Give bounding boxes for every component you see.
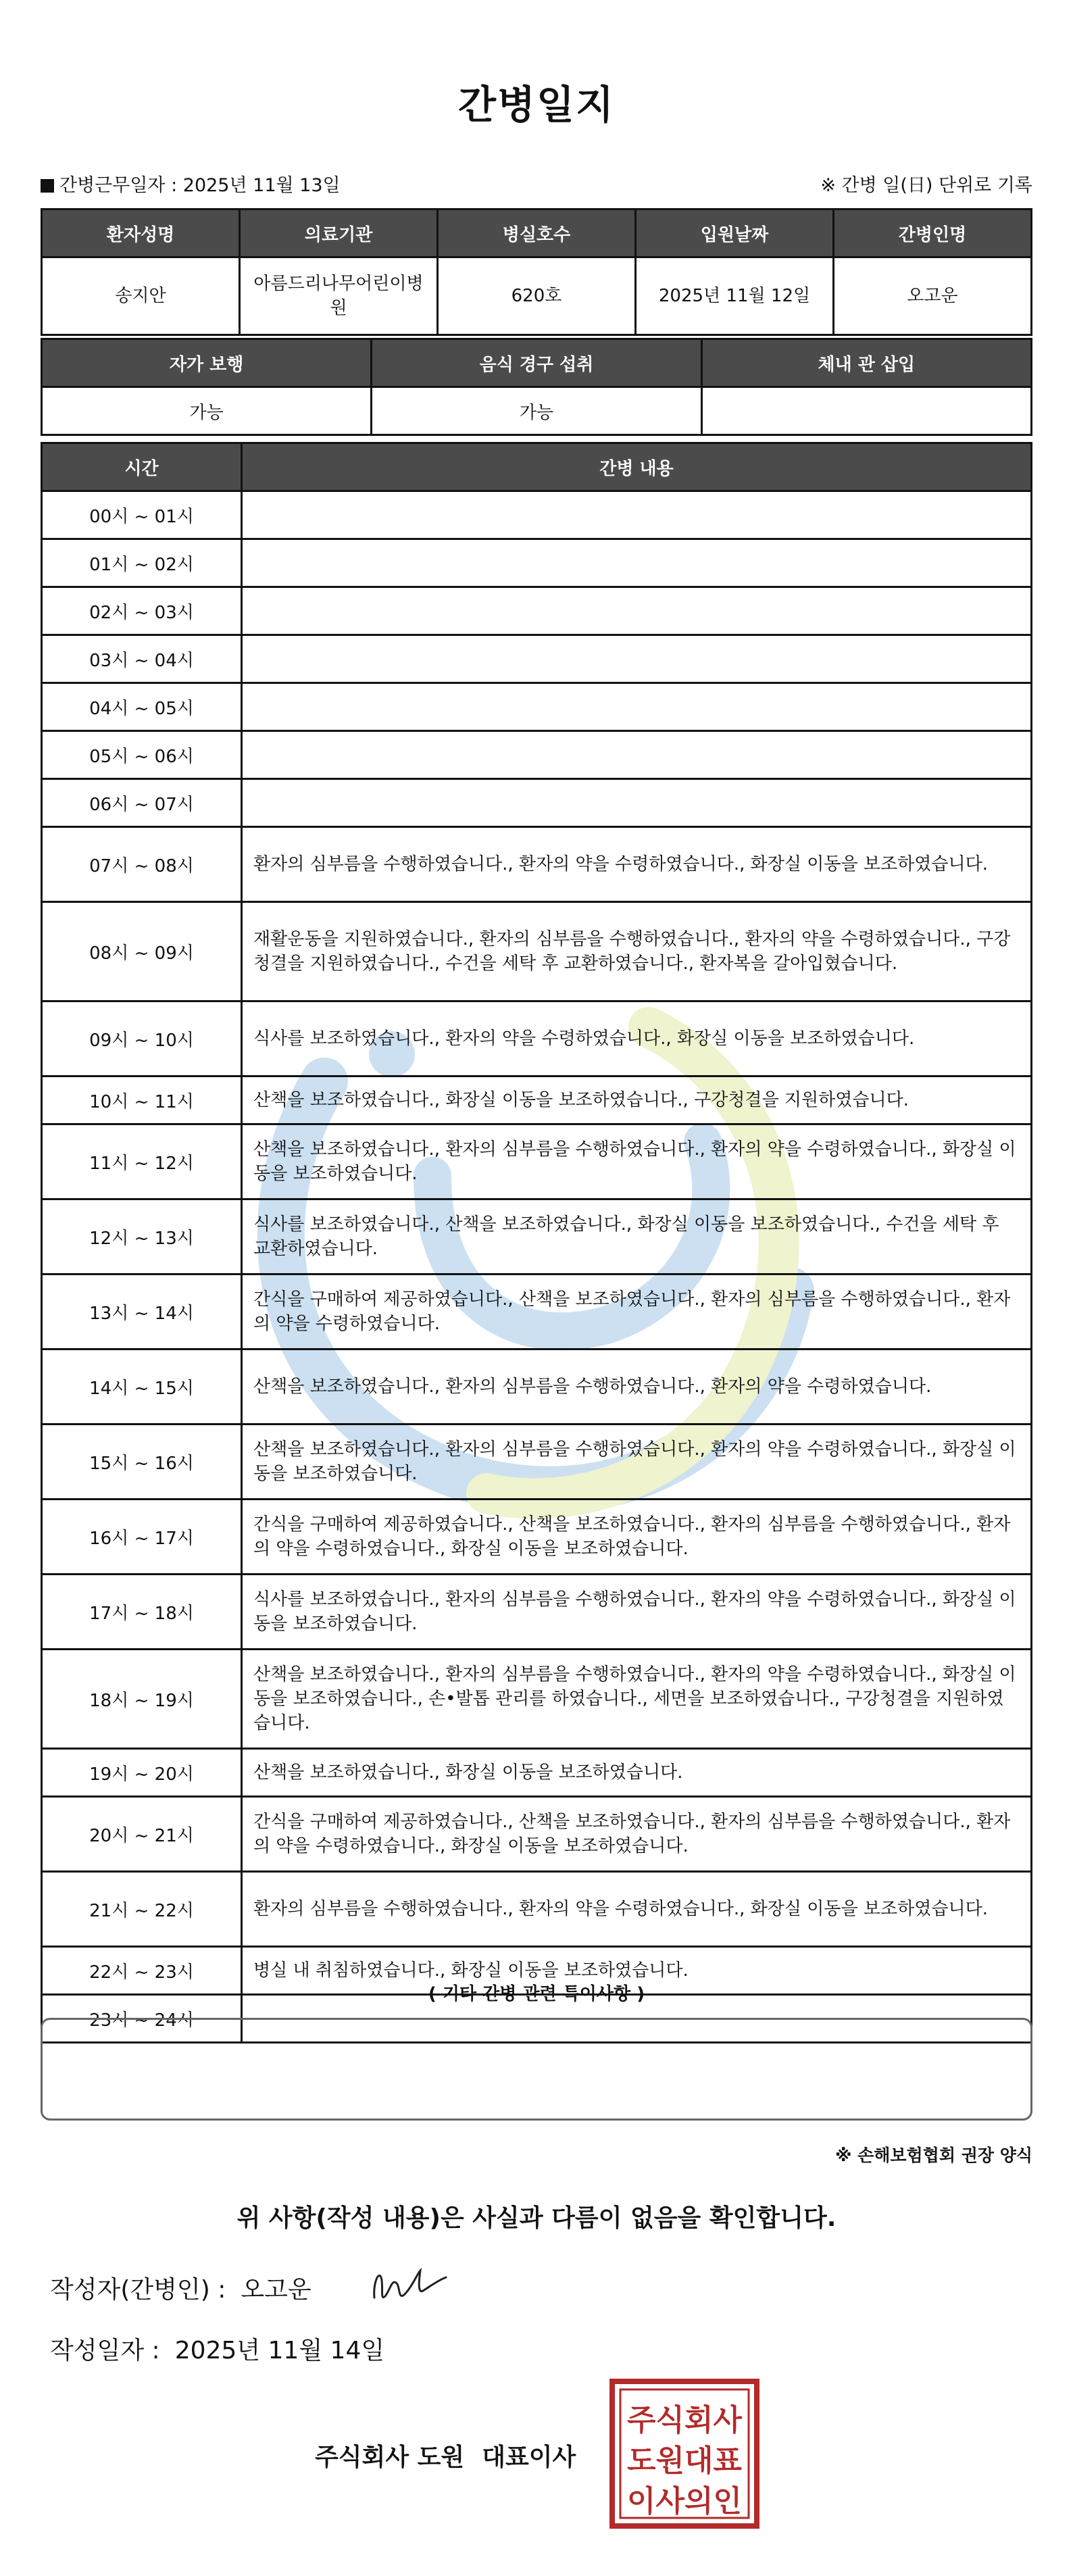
log-content	[242, 779, 1032, 827]
log-time: 03시 ~ 04시	[42, 635, 242, 683]
signature-icon	[361, 2257, 455, 2311]
log-content: 산책을 보조하였습니다., 환자의 심부름을 수행하였습니다., 환자의 약을 수령하였습니다.	[242, 1349, 1032, 1425]
company-line	[315, 2438, 576, 2473]
log-row	[42, 1872, 1032, 1947]
log-row	[42, 1349, 1032, 1425]
status-table	[41, 338, 1032, 436]
log-time: 23시 ~ 24시	[42, 1995, 242, 2043]
log-time: 13시 ~ 14시	[42, 1274, 242, 1349]
log-content	[242, 683, 1032, 731]
log-row	[42, 1076, 1032, 1124]
log-content	[242, 539, 1032, 587]
log-row	[42, 1500, 1032, 1575]
log-time: 06시 ~ 07시	[42, 779, 242, 827]
admission-date: 2025년 11월 12일	[636, 257, 834, 335]
extra-notes-title: ( 기타 간병 관련 특이사항 )	[428, 1984, 645, 2004]
seal-text-line: 도원대표	[626, 2444, 743, 2478]
header-hospital: 의료기관	[240, 209, 438, 257]
log-row	[42, 779, 1032, 827]
log-content	[242, 635, 1032, 683]
log-time: 04시 ~ 05시	[42, 683, 242, 731]
log-content: 간식을 구매하여 제공하였습니다., 산책을 보조하였습니다., 환자의 심부름을 수행하였습니다., 환자의 약을 수령하였습니다., 화장실 이동을 보조하였습니다.	[242, 1500, 1032, 1575]
log-row	[42, 683, 1032, 731]
log-row	[42, 731, 1032, 779]
log-content: 병실 내 취침하였습니다., 화장실 이동을 보조하였습니다.	[242, 1947, 1032, 1995]
association-note: ※ 손해보험협회 권장 양식	[835, 2146, 1032, 2165]
patient-name: 송지안	[42, 257, 240, 335]
walking-value: 가능	[42, 387, 372, 435]
header-walking: 자가 보행	[42, 339, 372, 387]
care-log-body	[42, 491, 1032, 2043]
log-content: 재활운동을 지원하였습니다., 환자의 심부름을 수행하였습니다., 환자의 약을 수령하였습니다., 구강청결을 지원하였습니다., 수건을 세탁 후 교환하였습니다., 환자복을 갈아입혔습니다.	[242, 902, 1032, 1001]
log-content: 산책을 보조하였습니다., 화장실 이동을 보조하였습니다., 구강청결을 지원하였습니다.	[242, 1076, 1032, 1124]
log-content: 산책을 보조하였습니다., 화장실 이동을 보조하였습니다.	[242, 1749, 1032, 1797]
log-row	[42, 1797, 1032, 1872]
header-patient-name: 환자성명	[42, 209, 240, 257]
hospital-name: 아름드리나무어린이병원	[240, 257, 438, 335]
log-content: 환자의 심부름을 수행하였습니다., 환자의 약을 수령하였습니다., 화장실 이동을 보조하였습니다.	[242, 827, 1032, 902]
log-time: 00시 ~ 01시	[42, 491, 242, 539]
log-time: 01시 ~ 02시	[42, 539, 242, 587]
log-time: 07시 ~ 08시	[42, 827, 242, 902]
seal-text-line: 이사의인	[626, 2484, 743, 2519]
company-seal-icon	[608, 2377, 761, 2530]
written-date-line	[50, 2331, 384, 2366]
log-time: 16시 ~ 17시	[42, 1500, 242, 1575]
confirmation-statement: 위 사항(작성 내용)은 사실과 다름이 없음을 확인합니다.	[236, 2204, 837, 2232]
work-date	[41, 170, 341, 197]
room-number: 620호	[438, 257, 636, 335]
log-row	[42, 1199, 1032, 1274]
log-row	[42, 1749, 1032, 1797]
header-content: 간병 내용	[242, 443, 1032, 491]
log-content: 환자의 심부름을 수행하였습니다., 환자의 약을 수령하였습니다., 화장실 이동을 보조하였습니다.	[242, 1872, 1032, 1947]
log-time: 11시 ~ 12시	[42, 1124, 242, 1199]
tube-value	[701, 387, 1031, 435]
page-title: 간병일지	[457, 82, 616, 128]
extra-notes-box	[41, 2018, 1032, 2121]
log-row	[42, 635, 1032, 683]
caregiver-name: 오고운	[834, 257, 1032, 335]
log-row	[42, 1124, 1032, 1199]
header-room: 병실호수	[438, 209, 636, 257]
header-time: 시간	[42, 443, 242, 491]
log-row	[42, 539, 1032, 587]
log-time: 22시 ~ 23시	[42, 1947, 242, 1995]
author-label: 작성자(간병인) :	[50, 2276, 226, 2304]
written-date-label: 작성일자 :	[50, 2337, 160, 2364]
log-time: 15시 ~ 16시	[42, 1425, 242, 1500]
log-content: 식사를 보조하였습니다., 산책을 보조하였습니다., 화장실 이동을 보조하였습니다., 수건을 세탁 후 교환하였습니다.	[242, 1199, 1032, 1274]
header-tube: 체내 관 삽입	[701, 339, 1031, 387]
square-bullet-icon	[41, 179, 54, 193]
representative-title: 대표이사	[482, 2444, 576, 2471]
header-caregiver: 간병인명	[834, 209, 1032, 257]
log-time: 02시 ~ 03시	[42, 587, 242, 635]
log-time: 18시 ~ 19시	[42, 1650, 242, 1749]
log-row	[42, 1650, 1032, 1749]
written-date-value: 2025년 11월 14일	[174, 2337, 385, 2364]
log-time: 10시 ~ 11시	[42, 1076, 242, 1124]
unit-note: ※ 간병 일(日) 단위로 기록	[820, 175, 1032, 196]
author-line	[50, 2271, 311, 2305]
log-row	[42, 1575, 1032, 1650]
log-content: 산책을 보조하였습니다., 환자의 심부름을 수행하였습니다., 환자의 약을 수령하였습니다., 화장실 이동을 보조하였습니다., 손•발톱 관리를 하였습니다., 세면을 보조하였습니다., 구강청결을 지원하였습니다.	[242, 1650, 1032, 1749]
log-row	[42, 1001, 1032, 1076]
log-time: 12시 ~ 13시	[42, 1199, 242, 1274]
log-time: 14시 ~ 15시	[42, 1349, 242, 1425]
care-log-table	[41, 442, 1032, 2044]
header-oral-intake: 음식 경구 섭취	[372, 339, 701, 387]
log-time: 17시 ~ 18시	[42, 1575, 242, 1650]
log-row	[42, 902, 1032, 1001]
log-time: 05시 ~ 06시	[42, 731, 242, 779]
log-content: 산책을 보조하였습니다., 환자의 심부름을 수행하였습니다., 환자의 약을 수령하였습니다., 화장실 이동을 보조하였습니다.	[242, 1124, 1032, 1199]
log-time: 20시 ~ 21시	[42, 1797, 242, 1872]
log-row	[42, 587, 1032, 635]
log-content	[242, 587, 1032, 635]
oral-intake-value: 가능	[372, 387, 701, 435]
log-content: 식사를 보조하였습니다., 환자의 심부름을 수행하였습니다., 환자의 약을 수령하였습니다., 화장실 이동을 보조하였습니다.	[242, 1575, 1032, 1650]
log-content: 식사를 보조하였습니다., 환자의 약을 수령하였습니다., 화장실 이동을 보조하였습니다.	[242, 1001, 1032, 1076]
log-time: 21시 ~ 22시	[42, 1872, 242, 1947]
patient-info-table	[41, 208, 1032, 336]
log-content	[242, 491, 1032, 539]
log-time: 19시 ~ 20시	[42, 1749, 242, 1797]
seal-text-line: 주식회사	[626, 2403, 743, 2437]
log-content	[242, 731, 1032, 779]
log-time: 09시 ~ 10시	[42, 1001, 242, 1076]
work-date-label: 간병근무일자 :	[59, 175, 178, 196]
log-row	[42, 491, 1032, 539]
log-content: 간식을 구매하여 제공하였습니다., 산책을 보조하였습니다., 환자의 심부름을 수행하였습니다., 환자의 약을 수령하였습니다., 화장실 이동을 보조하였습니다.	[242, 1797, 1032, 1872]
log-content: 간식을 구매하여 제공하였습니다., 산책을 보조하였습니다., 환자의 심부름을 수행하였습니다., 환자의 약을 수령하였습니다.	[242, 1274, 1032, 1349]
header-admission-date: 입원날짜	[636, 209, 834, 257]
log-row	[42, 1274, 1032, 1349]
log-row	[42, 1425, 1032, 1500]
log-row	[42, 827, 1032, 902]
author-name: 오고운	[241, 2276, 311, 2304]
work-date-value: 2025년 11월 13일	[182, 175, 341, 196]
log-content: 산책을 보조하였습니다., 환자의 심부름을 수행하였습니다., 환자의 약을 수령하였습니다., 화장실 이동을 보조하였습니다.	[242, 1425, 1032, 1500]
company-name: 주식회사 도원	[315, 2444, 465, 2471]
log-time: 08시 ~ 09시	[42, 902, 242, 1001]
